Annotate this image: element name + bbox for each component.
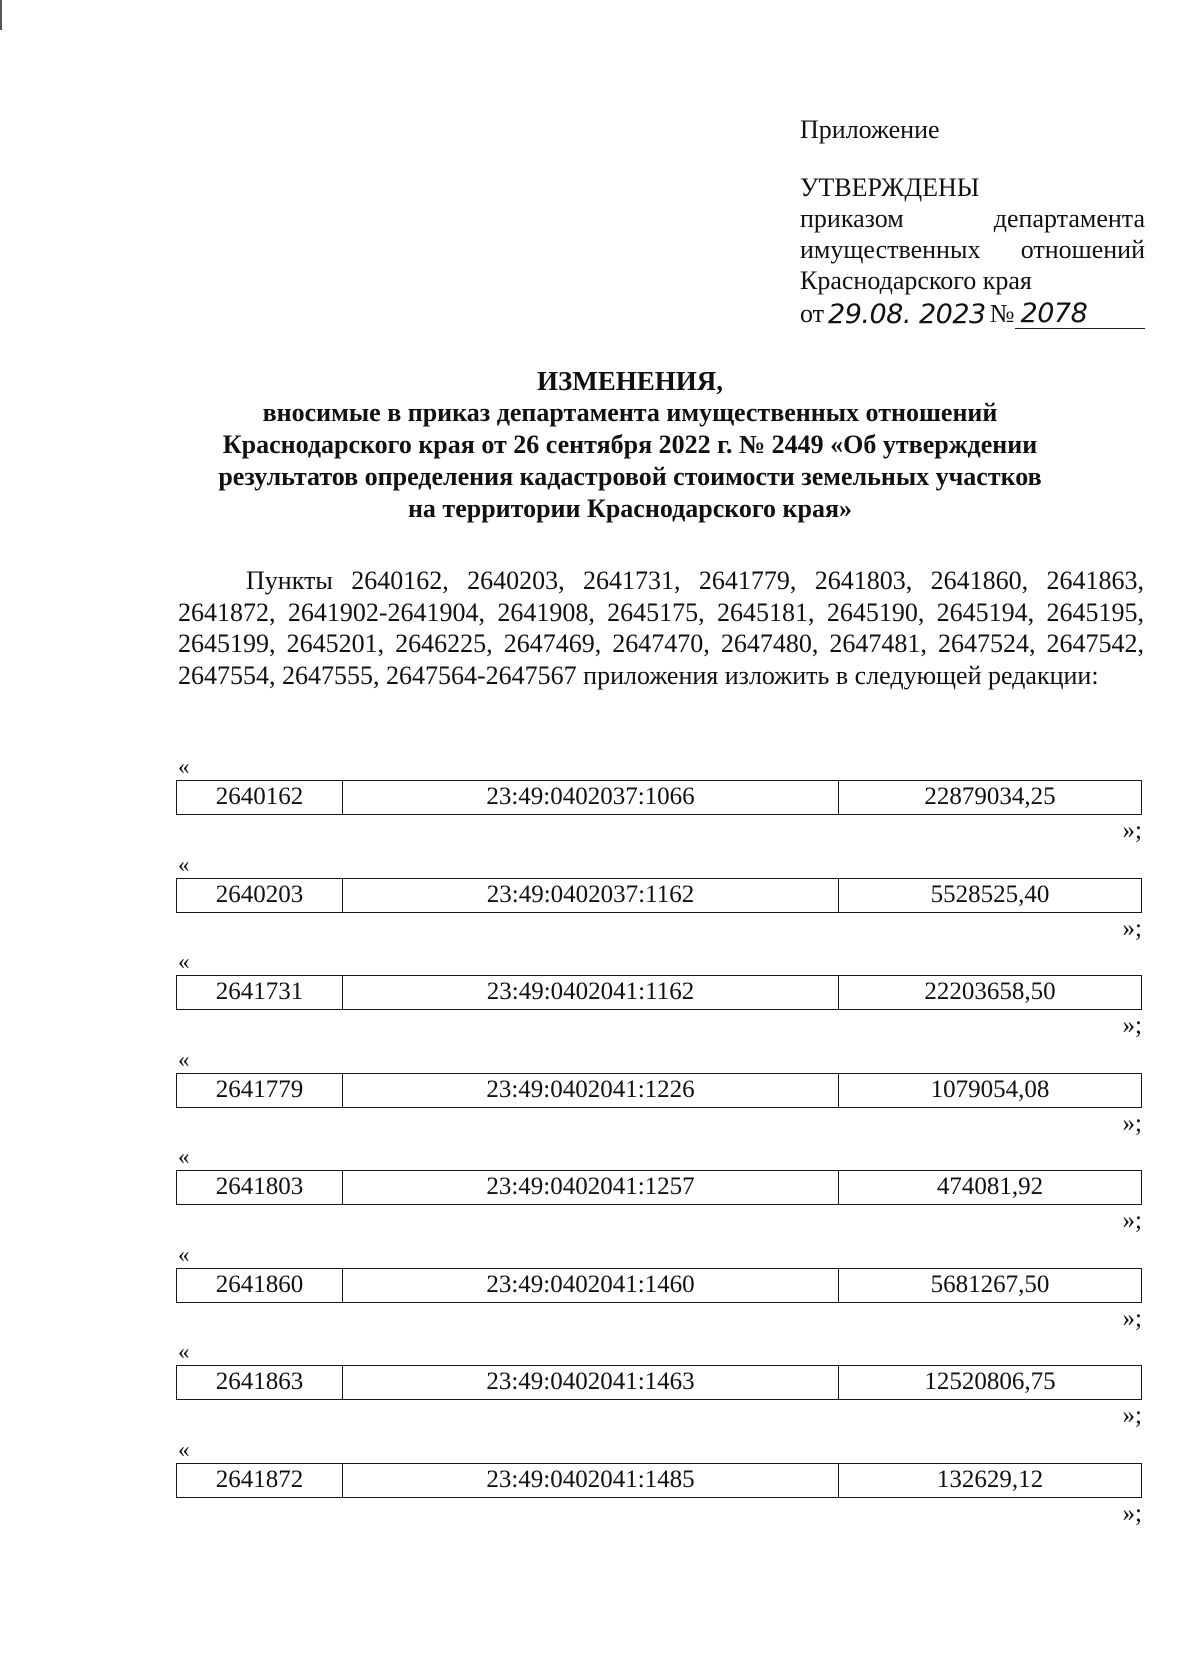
item-number-cell: 2641863	[177, 1366, 343, 1399]
entry	[176, 949, 1146, 1047]
heading-line-1: вносимые в приказ департамента имущественных отношений	[262, 398, 998, 427]
item-number-cell: 2640162	[177, 781, 343, 814]
item-number-cell: 2640203	[177, 879, 343, 912]
open-quote: «	[178, 754, 190, 779]
approval-word-property: имущественных	[800, 235, 981, 264]
close-quote: »;	[1122, 1207, 1142, 1234]
cadastral-number-cell: 23:49:0402037:1162	[343, 879, 839, 912]
item-number-cell: 2641731	[177, 976, 343, 1009]
cadastral-value-cell: 5528525,40	[930, 880, 1050, 908]
close-quote: »;	[1122, 1499, 1142, 1527]
handwritten-date: 29.08. 2023	[828, 299, 986, 330]
document-heading	[180, 365, 1080, 525]
cadastral-value-cell: 474081,92	[936, 1173, 1044, 1200]
table-row	[176, 1170, 1142, 1205]
table-row	[176, 975, 1142, 1010]
cadastral-value-cell: 22203658,50	[924, 978, 1056, 1005]
cadastral-value-cell: 22879034,25	[924, 783, 1056, 810]
cadastral-value-cell: 1079054,08	[930, 1075, 1050, 1103]
item-number-cell: 2641779	[177, 1074, 343, 1107]
entry	[176, 754, 1146, 852]
close-quote: »;	[1122, 1304, 1142, 1332]
body-paragraph: Пункты 2640162, 2640203, 2641731, 2641779, 2641803, 2641860, 2641863, 2641872, 2641902-2641904, 2641908, 2645175, 2645181, 2645190, 2645194, 2645195, 2645199, 2645201, 2646225, 2647469, 2647470, 2647480, 2647481, 2647524, 2647542, 2647554, 2647555, 2647564-2647567 приложения изложить в следующей редакции:	[178, 566, 1144, 690]
item-number-cell: 2641803	[177, 1171, 343, 1204]
item-number-cell: 2641860	[177, 1269, 343, 1302]
cadastral-number-cell: 23:49:0402041:1257	[343, 1171, 839, 1204]
close-quote: »;	[1122, 1109, 1142, 1137]
scan-edge-mark	[0, 0, 2, 30]
cadastral-value-cell: 5681267,50	[930, 1270, 1050, 1298]
item-number-cell: 2641872	[177, 1464, 343, 1497]
cadastral-number-cell: 23:49:0402041:1226	[343, 1074, 839, 1107]
heading-title: ИЗМЕНЕНИЯ,	[536, 366, 723, 396]
heading-line-4: на территории Краснодарского края»	[407, 494, 853, 523]
approval-word-order: приказом	[800, 204, 904, 233]
approval-word-department: департамента	[993, 204, 1145, 233]
entry	[176, 1437, 1146, 1535]
approval-line-1	[800, 203, 1145, 234]
approval-line-2	[800, 234, 1145, 265]
open-quote: «	[178, 1241, 190, 1267]
cadastral-value-cell: 132629,12	[936, 1465, 1044, 1493]
open-quote: «	[178, 1339, 190, 1364]
open-quote: «	[178, 1436, 190, 1462]
approval-line-3: Краснодарского края	[800, 266, 1032, 295]
table-row	[176, 1463, 1142, 1498]
entry	[176, 1144, 1146, 1242]
table-row	[176, 878, 1142, 913]
approved-label: УТВЕРЖДЕНЫ	[800, 173, 980, 202]
approval-word-relations: отношений	[1020, 235, 1145, 264]
handwritten-number: 2078	[1015, 300, 1145, 329]
cadastral-number-cell: 23:49:0402037:1066	[343, 781, 839, 814]
close-quote: »;	[1122, 817, 1142, 844]
entries-list	[176, 754, 1146, 1534]
table-row	[176, 1365, 1142, 1400]
table-row	[176, 780, 1142, 815]
open-quote: «	[178, 949, 190, 974]
entry	[176, 1339, 1146, 1437]
heading-line-3: результатов определения кадастровой стоимости земельных участков	[218, 462, 1042, 491]
open-quote: «	[178, 1144, 190, 1169]
open-quote: «	[178, 1046, 190, 1072]
number-prefix: №	[989, 299, 1015, 328]
table-row	[176, 1268, 1142, 1303]
close-quote: »;	[1122, 1012, 1142, 1039]
entry	[176, 852, 1146, 950]
cadastral-number-cell: 23:49:0402041:1162	[343, 976, 839, 1009]
cadastral-number-cell: 23:49:0402041:1463	[343, 1366, 839, 1399]
cadastral-number-cell: 23:49:0402041:1460	[343, 1269, 839, 1302]
approval-block	[800, 114, 1145, 329]
entry	[176, 1242, 1146, 1340]
table-row	[176, 1073, 1142, 1108]
date-prefix: от	[800, 299, 825, 328]
appendix-label: Приложение	[800, 115, 940, 144]
heading-line-2: Краснодарского края от 26 сентября 2022 г. № 2449 «Об утверждении	[222, 430, 1038, 459]
close-quote: »;	[1122, 914, 1142, 942]
cadastral-number-cell: 23:49:0402041:1485	[343, 1464, 839, 1497]
approval-date-line	[800, 298, 1145, 329]
entry	[176, 1047, 1146, 1145]
close-quote: »;	[1122, 1402, 1142, 1429]
open-quote: «	[178, 851, 190, 877]
cadastral-value-cell: 12520806,75	[924, 1368, 1056, 1395]
